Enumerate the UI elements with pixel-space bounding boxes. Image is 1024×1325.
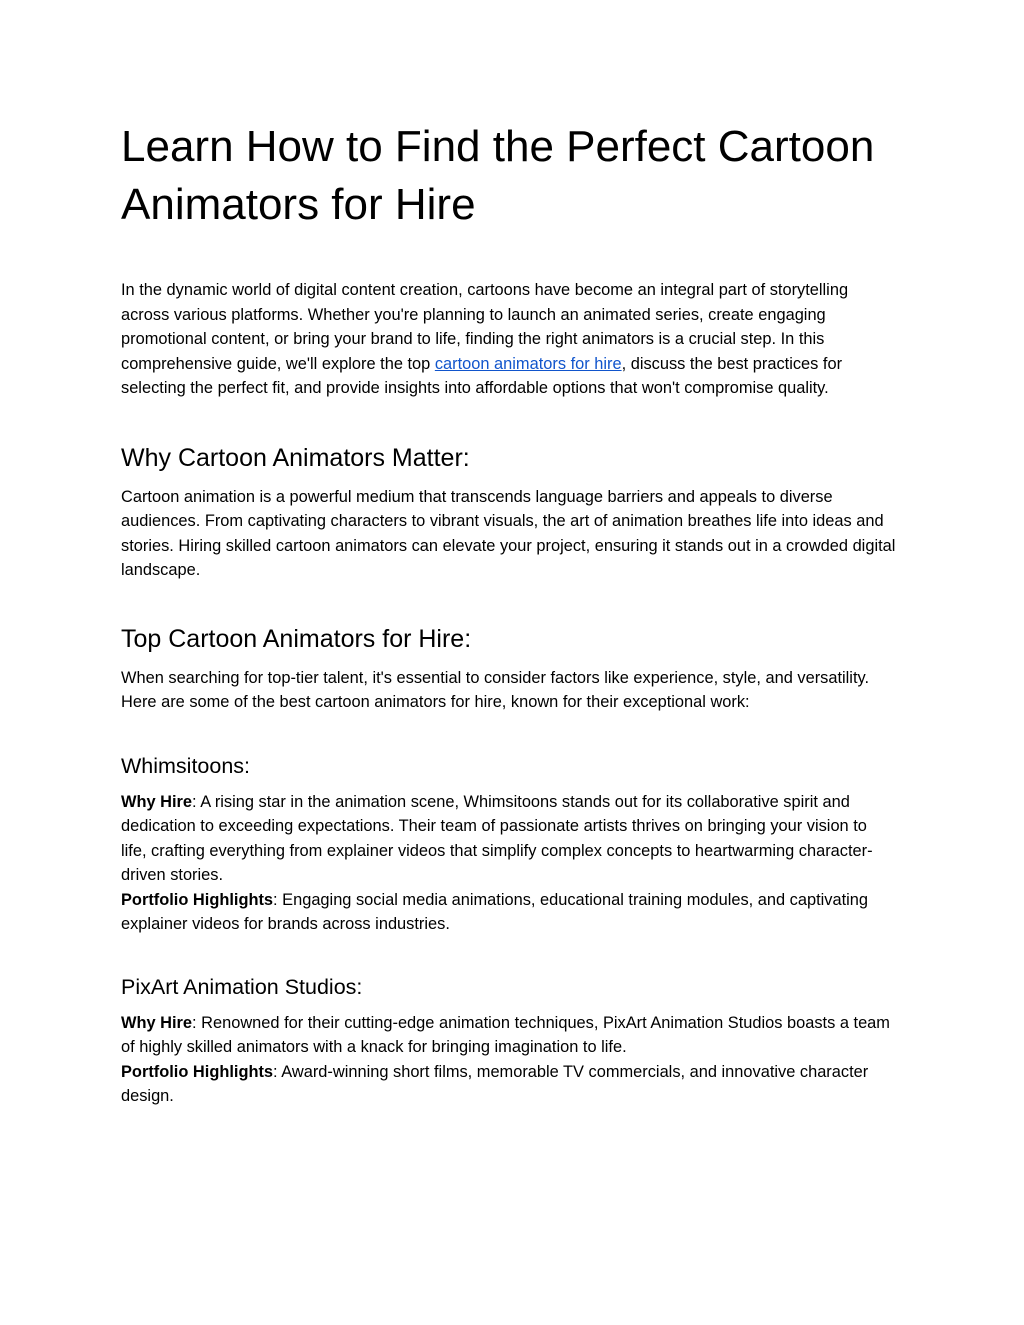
why-hire-text: : Renowned for their cutting-edge animation techniques, PixArt Animation Studios boasts a team of highly skilled animators with a knack for bringing imagination to life. — [121, 1013, 890, 1056]
intro-text-start: In the dynamic world of digital content creation, cartoons have become an integral part of storytelling across various platforms. Whether you're planning to launch an animated series, create engaging promotional content, or bring your brand to life, finding the right animators is a crucial step. In this comprehensive guide, we'll explore the top — [121, 281, 849, 373]
portfolio-highlights-text: : Engaging social media animations, educational training modules, and captivating explainer videos for brands across industries. — [121, 890, 869, 933]
portfolio-highlights-text: : Award-winning short films, memorable TV commercials, and innovative character design. — [121, 1062, 869, 1105]
whimsitoons-details — [121, 790, 896, 937]
pixart-details — [121, 1011, 896, 1109]
why-hire-label: Why Hire — [121, 1013, 193, 1032]
document-title: Learn How to Find the Perfect Cartoon Animators for Hire — [121, 122, 875, 229]
section-heading-top-animators: Top Cartoon Animators for Hire: — [121, 624, 472, 653]
why-hire-label: Why Hire — [121, 792, 193, 811]
portfolio-highlights-label: Portfolio Highlights — [121, 1062, 274, 1081]
intro-paragraph — [121, 278, 896, 401]
section-body-why-animators-matter: Cartoon animation is a powerful medium that transcends language barriers and appeals to diverse audiences. From captivating characters to vibrant visuals, the art of animation breathes life into ideas and stories. Hiring skilled cartoon animators can elevate your project, ensuring it stands out in a crowded digital landscape. — [121, 487, 896, 579]
subsection-heading-pixart: PixArt Animation Studios: — [121, 974, 363, 999]
cartoon-animators-link[interactable]: cartoon animators for hire — [434, 354, 622, 373]
why-hire-text: : A rising star in the animation scene, Whimsitoons stands out for its collaborative spirit and dedication to exceeding expectations. Their team of passionate artists thrives on bringing your vision to life, crafting everything from explainer videos that simplify complex concepts to heartwarming character-driven stories. — [121, 792, 873, 884]
portfolio-highlights-label: Portfolio Highlights — [121, 890, 274, 909]
intro-text-end: , discuss the best practices for selecting the perfect fit, and provide insights into affordable options that won't compromise quality. — [121, 354, 843, 397]
document-page — [121, 118, 896, 1109]
section-heading-why-animators-matter: Why Cartoon Animators Matter: — [121, 443, 470, 472]
section-body-top-animators: When searching for top-tier talent, it's essential to consider factors like experience, style, and versatility. Here are some of the best cartoon animators for hire, known for their exceptional work: — [121, 668, 870, 711]
subsection-heading-whimsitoons: Whimsitoons: — [121, 753, 251, 778]
